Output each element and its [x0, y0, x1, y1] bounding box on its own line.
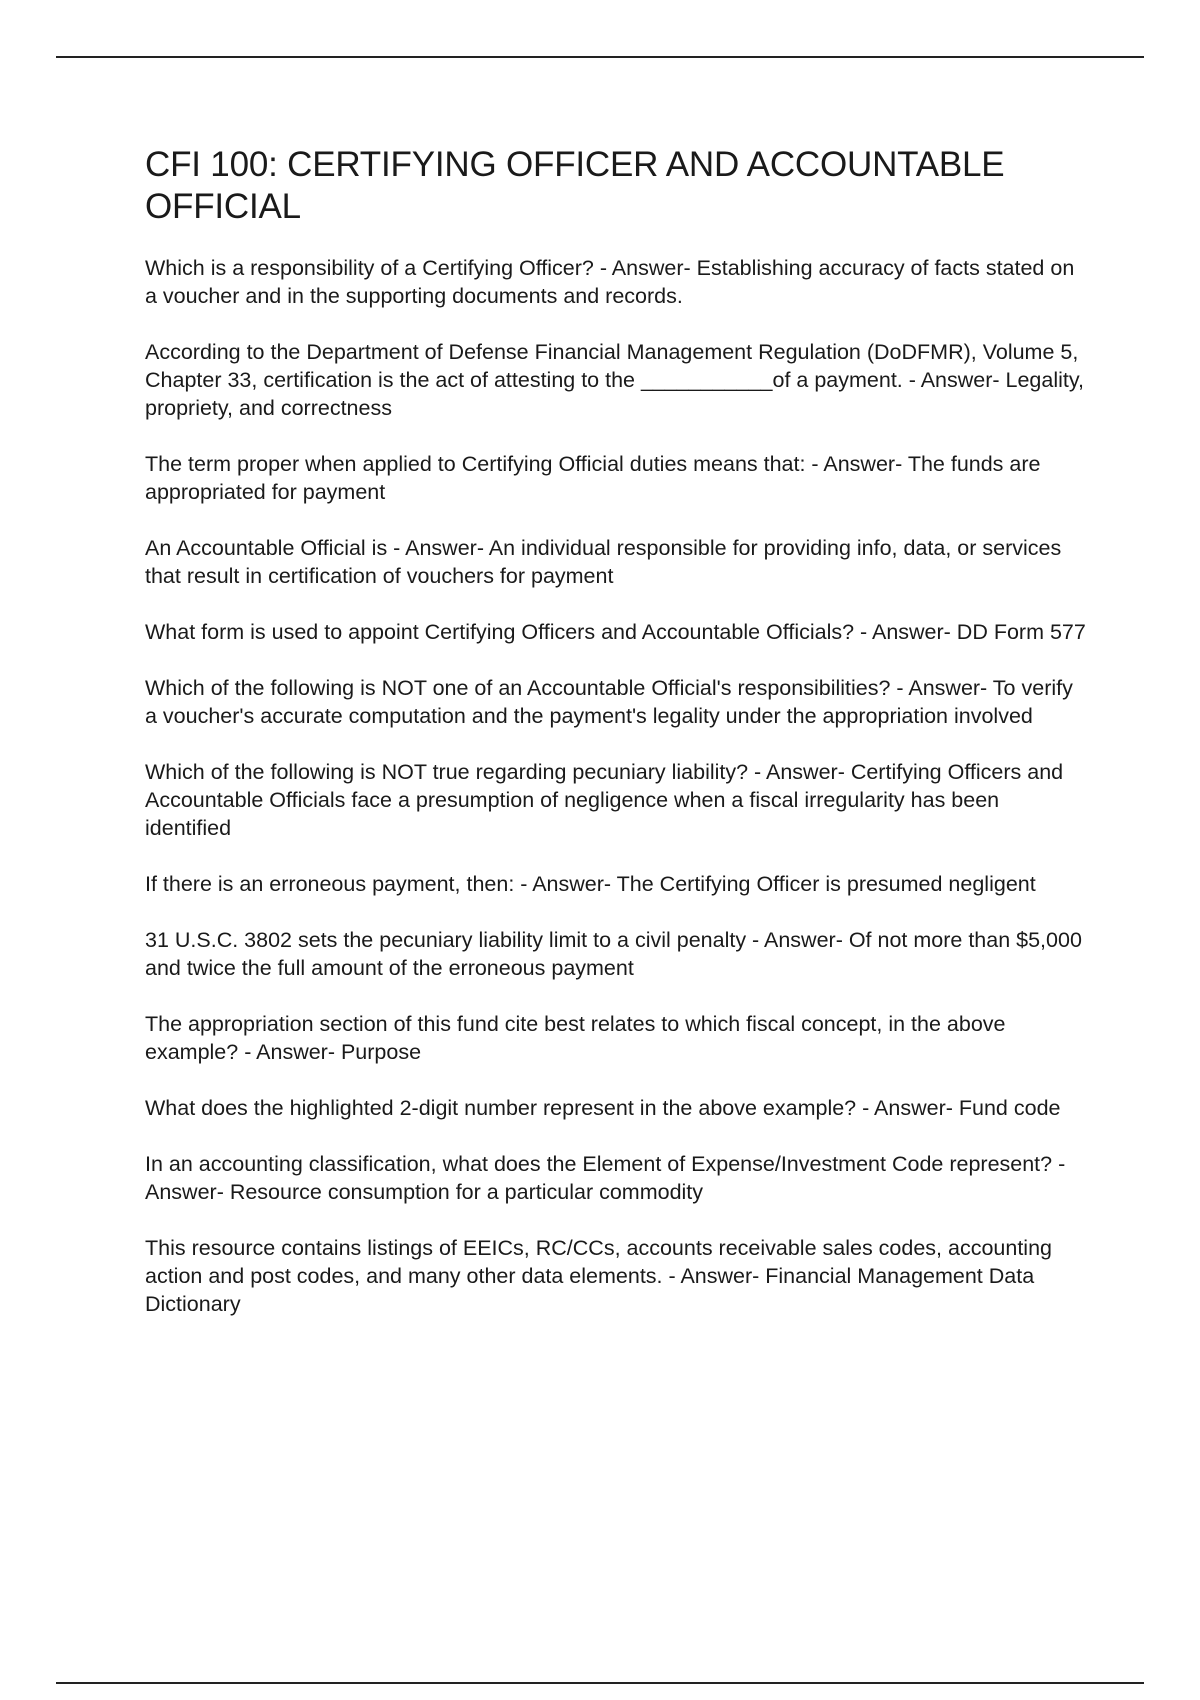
qa-item-12: In an accounting classification, what does the Element of Expense/Investment Code represent? - Answer- Resource consumption for a particular commodity	[145, 1152, 1066, 1204]
qa-item-5: What form is used to appoint Certifying Officers and Accountable Officials? - Answer- DD Form 577	[145, 620, 1086, 644]
qa-item-10: The appropriation section of this fund cite best relates to which fiscal concept, in the above example? - Answer- Purpose	[145, 1012, 1006, 1064]
qa-item-13: This resource contains listings of EEICs, RC/CCs, accounts receivable sales codes, accounting action and post codes, and many other data elements. - Answer- Financial Management Data Dictionary	[145, 1236, 1052, 1316]
qa-item-11: What does the highlighted 2-digit number represent in the above example? - Answer- Fund code	[145, 1096, 1061, 1120]
qa-item-8: If there is an erroneous payment, then: - Answer- The Certifying Officer is presumed negligent	[145, 872, 1036, 896]
qa-item-9: 31 U.S.C. 3802 sets the pecuniary liability limit to a civil penalty - Answer- Of not more than $5,000 and twice the full amount of the erroneous payment	[145, 928, 1082, 980]
header-rule	[56, 56, 1144, 58]
qa-item-1: Which is a responsibility of a Certifying Officer? - Answer- Establishing accuracy of facts stated on a voucher and in the supporting documents and records.	[145, 256, 1075, 308]
qa-item-6: Which of the following is NOT one of an Accountable Official's responsibilities? - Answer- To verify a voucher's accurate computation and the payment's legality under the appropriation involved	[145, 676, 1073, 728]
document-title: CFI 100: CERTIFYING OFFICER AND ACCOUNTABLE OFFICIAL	[145, 145, 1005, 226]
qa-item-3: The term proper when applied to Certifying Official duties means that: - Answer- The funds are appropriated for payment	[145, 452, 1041, 504]
document-body	[145, 144, 1090, 1346]
qa-item-2: According to the Department of Defense Financial Management Regulation (DoDFMR), Volume 5, Chapter 33, certification is the act of attesting to the ___________of a payment. - Answer- Legality, propriety, and correctness	[145, 340, 1084, 420]
qa-item-7: Which of the following is NOT true regarding pecuniary liability? - Answer- Certifying Officers and Accountable Officials face a presumption of negligence when a fiscal irregularity has been identified	[145, 760, 1064, 840]
qa-item-4: An Accountable Official is - Answer- An individual responsible for providing info, data, or services that result in certification of vouchers for payment	[145, 536, 1062, 588]
footer-rule	[56, 1682, 1144, 1684]
